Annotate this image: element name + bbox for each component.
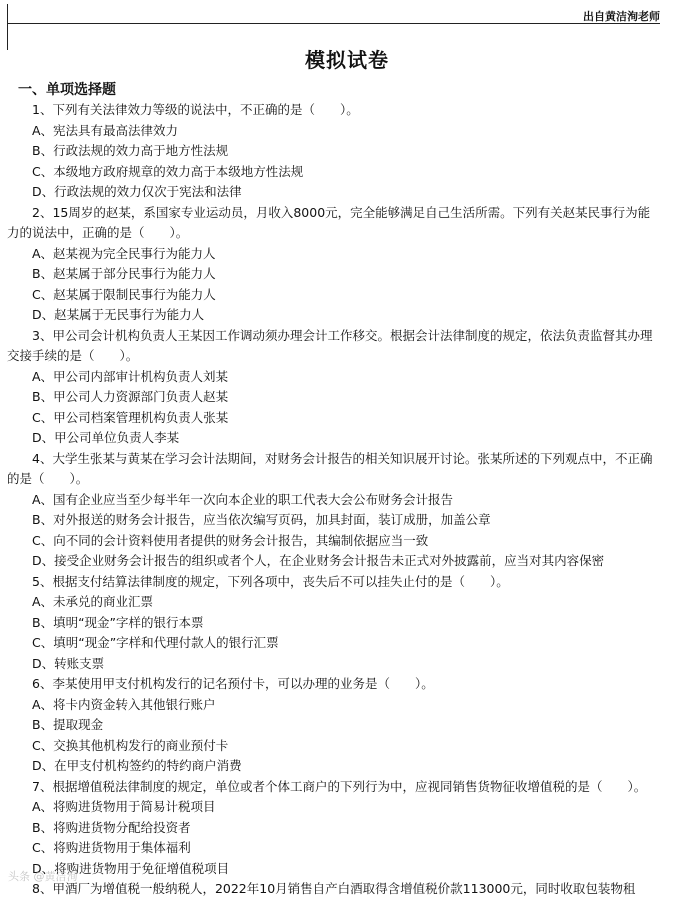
question-list: [7, 100, 662, 900]
question-7: [7, 777, 662, 880]
question-stem: 6、李某使用甲支付机构发行的记名预付卡，可以办理的业务是（ ）。: [32, 676, 434, 691]
option-c: C、填明“现金”字样和代理付款人的银行汇票: [32, 635, 279, 650]
question-stem: 4、大学生张某与黄某在学习会计法期间，对财务会计报告的相关知识展开讨论。张某所述的下列观点中，不正确的是（ ）。: [7, 450, 653, 486]
option-d: D、接受企业财务会计报告的组织或者个人，在企业财务会计报告未正式对外披露前，应当对其内容保密: [32, 553, 605, 568]
option-c: C、向不同的会计资料使用者提供的财务会计报告，其编制依据应当一致: [32, 532, 429, 548]
option-c: C、交换其他机构发行的商业预付卡: [32, 737, 229, 753]
option-d: D、将购进货物用于免征增值税项目: [32, 860, 230, 876]
question-2: [7, 203, 662, 326]
option-d: D、在甲支付机构签约的特约商户消费: [32, 758, 242, 773]
question-8: [7, 879, 662, 900]
option-b: B、赵某属于部分民事行为能力人: [32, 266, 216, 281]
option-a: A、国有企业应当至少每半年一次向本企业的职工代表大会公布财务会计报告: [32, 491, 454, 507]
option-d: D、转账支票: [32, 655, 105, 671]
header-rule: [7, 23, 660, 24]
option-a: A、赵某视为完全民事行为能力人: [32, 245, 216, 261]
question-stem: 7、根据增值税法律制度的规定，单位或者个体工商户的下列行为中，应视同销售货物征收增值税的是（ ）。: [32, 778, 647, 794]
option-a: A、将卡内资金转入其他银行账户: [32, 696, 216, 712]
question-3: [7, 326, 662, 449]
option-d: D、行政法规的效力仅次于宪法和法律: [32, 184, 242, 199]
option-d: D、赵某属于无民事行为能力人: [32, 307, 205, 322]
option-c: C、将购进货物用于集体福利: [32, 840, 191, 855]
question-stem: 2、15周岁的赵某，系国家专业运动员，月收入8000元，完全能够满足自己生活所需。下列有关赵某民事行为能力的说法中，正确的是（ ）。: [7, 204, 651, 240]
question-stem: 8、甲酒厂为增值税一般纳税人，2022年10月销售自产白酒取得含增值税价款113000元，同时收取包装物租: [32, 881, 636, 896]
option-b: B、将购进货物分配给投资者: [32, 819, 191, 835]
option-b: B、提取现金: [32, 717, 104, 732]
question-stem: 3、甲公司会计机构负责人王某因工作调动须办理会计工作移交。根据会计法律制度的规定，依法负责监督其办理交接手续的是（ ）。: [7, 327, 653, 363]
option-d: D、甲公司单位负责人李某: [32, 430, 180, 445]
option-a: A、将购进货物用于简易计税项目: [32, 799, 216, 814]
source-credit: 出自黄洁洵老师: [583, 10, 660, 23]
option-b: B、对外报送的财务会计报告，应当依次编写页码，加具封面，装订成册，加盖公章: [32, 512, 491, 527]
question-1: [7, 100, 662, 203]
watermark: 头条 @黄洁洵: [8, 870, 78, 883]
question-stem: 5、根据支付结算法律制度的规定，下列各项中，丧失后不可以挂失止付的是（ ）。: [32, 573, 509, 589]
page-title: 模拟试卷: [305, 48, 389, 72]
option-b: B、行政法规的效力高于地方性法规: [32, 143, 229, 158]
section-title: 一、单项选择题: [18, 82, 116, 98]
question-stem: 1、下列有关法律效力等级的说法中，不正确的是（ ）。: [32, 102, 359, 117]
question-6: [7, 674, 662, 777]
option-c: C、甲公司档案管理机构负责人张某: [32, 409, 229, 425]
option-a: A、宪法具有最高法律效力: [32, 122, 179, 138]
question-5: [7, 572, 662, 675]
option-c: C、本级地方政府规章的效力高于本级地方性法规: [32, 163, 304, 179]
option-a: A、甲公司内部审计机构负责人刘某: [32, 368, 229, 384]
option-a: A、未承兑的商业汇票: [32, 594, 154, 609]
option-b: B、填明“现金”字样的银行本票: [32, 614, 204, 630]
option-c: C、赵某属于限制民事行为能力人: [32, 286, 216, 302]
option-b: B、甲公司人力资源部门负责人赵某: [32, 389, 229, 404]
question-4: [7, 449, 662, 572]
